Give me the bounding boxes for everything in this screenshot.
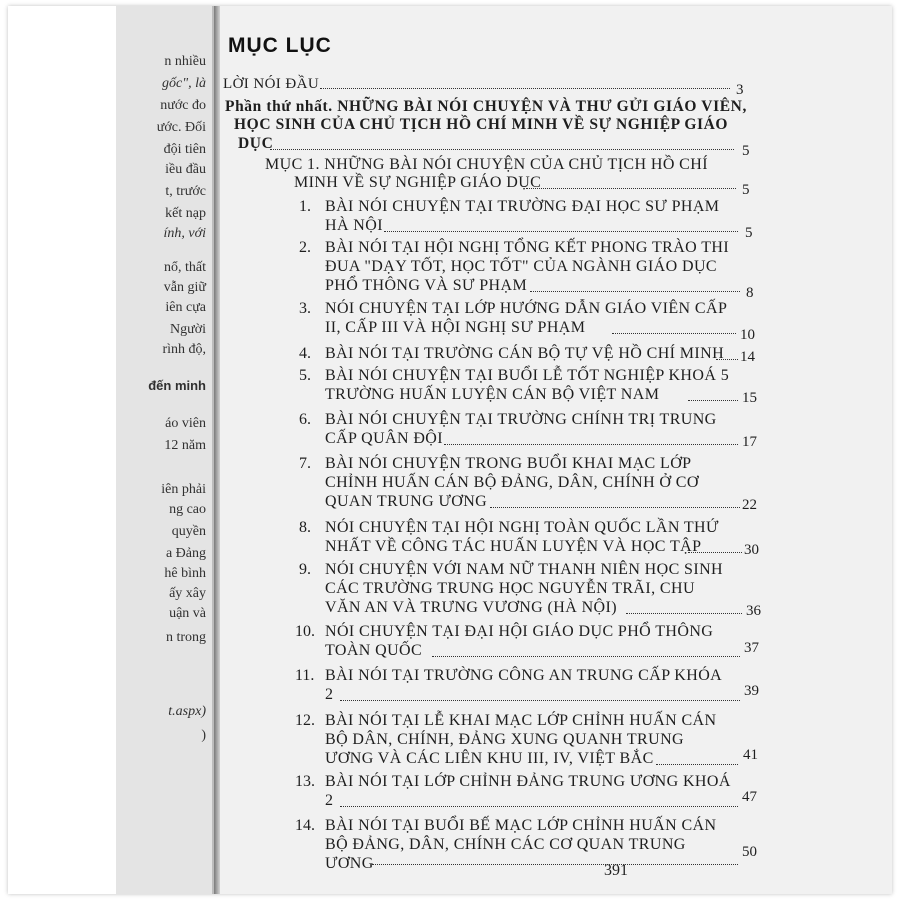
left-page-line: a Đảng <box>165 546 206 561</box>
toc-item-number: 11. <box>295 667 315 684</box>
left-page <box>116 6 214 894</box>
left-page-line: ính, với <box>163 226 206 241</box>
toc-item-line: CẤP QUÂN ĐỘI <box>325 430 443 447</box>
toc-item-line: BÀI NÓI TẠI LỚP CHỈNH ĐẢNG TRUNG ƯƠNG KHOÁ <box>325 773 731 790</box>
left-page-line: n trong <box>165 630 206 645</box>
toc-item-number: 4. <box>299 345 311 362</box>
left-page-line: kết nạp <box>165 206 206 221</box>
toc-item-page: 41 <box>743 747 758 763</box>
left-page-line: iều đầu <box>165 162 206 177</box>
toc-item-line: QUAN TRUNG ƯƠNG <box>325 493 488 510</box>
toc-item-page: 8 <box>746 285 754 301</box>
toc-item-line: II, CẤP III VÀ HỘI NGHỊ SƯ PHẠM <box>325 319 586 336</box>
toc-item-line: BÀI NÓI TẠI BUỔI BẾ MẠC LỚP CHỈNH HUẤN CÁN <box>325 817 717 834</box>
left-page-line: gốc", là <box>162 76 206 91</box>
left-page-line: t, trước <box>165 184 206 199</box>
toc-item-line: BÀI NÓI TẠI TRƯỜNG CÁN BỘ TỰ VỆ HỒ CHÍ MINH <box>325 345 725 362</box>
toc-item-line: BÀI NÓI TẠI HỘI NGHỊ TỔNG KẾT PHONG TRÀO THI <box>325 239 730 256</box>
toc-section-page: 5 <box>742 182 750 198</box>
toc-item-line: NHẤT VỀ CÔNG TÁC HUẤN LUYỆN VÀ HỌC TẬP <box>325 538 702 555</box>
toc-item-line: TOÀN QUỐC <box>325 642 423 659</box>
toc-section-line: MINH VỀ SỰ NGHIỆP GIÁO DỤC <box>294 174 542 191</box>
toc-leader <box>716 359 738 360</box>
toc-item-line: 2 <box>325 686 334 703</box>
left-page-line: nổ, thất <box>164 260 206 275</box>
toc-item-number: 3. <box>299 300 311 317</box>
left-page-line: Người <box>170 322 206 337</box>
toc-item-line: CÁC TRƯỜNG TRUNG HỌC NGUYỄN TRÃI, CHU <box>325 580 695 597</box>
toc-item-page: 5 <box>745 225 753 241</box>
toc-part-line: HỌC SINH CỦA CHỦ TỊCH HỒ CHÍ MINH VỀ SỰ NGHIỆP GIÁO <box>234 116 729 133</box>
toc-leader <box>340 806 738 807</box>
toc-leader <box>626 613 742 614</box>
toc-item-line: TRƯỜNG HUẤN LUYỆN CÁN BỘ VIỆT NAM <box>325 386 660 403</box>
left-page-line: iên cựa <box>165 300 206 315</box>
toc-item-line: ƯƠNG VÀ CÁC LIÊN KHU III, IV, VIỆT BẮC <box>325 750 654 767</box>
left-page-line: quyền <box>171 524 206 539</box>
page-number: 391 <box>604 862 628 879</box>
toc-leader <box>270 149 734 150</box>
toc-leader <box>490 507 740 508</box>
left-page-line: áo viên <box>165 416 206 431</box>
toc-item-line: VĂN AN VÀ TRƯNG VƯƠNG (HÀ NỘI) <box>325 599 617 616</box>
toc-item-page: 36 <box>746 603 761 619</box>
toc-item-number: 9. <box>299 561 311 578</box>
toc-leader <box>688 400 738 401</box>
toc-item-line: BỘ ĐẢNG, DÂN, CHÍNH CÁC CƠ QUAN TRUNG <box>325 836 686 853</box>
toc-leader <box>384 231 738 232</box>
left-page-line: đến minh <box>148 378 206 393</box>
toc-item-number: 7. <box>299 455 311 472</box>
toc-item-line: NÓI CHUYỆN TẠI ĐẠI HỘI GIÁO DỤC PHỔ THÔNG <box>325 623 714 640</box>
toc-item-page: 50 <box>742 844 757 860</box>
toc-item-page: 39 <box>744 683 759 699</box>
toc-item-line: 2 <box>325 792 334 809</box>
toc-item-line: CHỈNH HUẤN CÁN BỘ ĐẢNG, DÂN, CHÍNH Ở CƠ <box>325 474 699 491</box>
left-page-line: hê bình <box>164 566 206 581</box>
toc-item-page: 47 <box>742 789 757 805</box>
toc-item-number: 8. <box>299 519 311 536</box>
toc-preface-label: LỜI NÓI ĐẦU <box>223 76 320 92</box>
toc-item-number: 12. <box>295 712 315 729</box>
toc-item-page: 10 <box>740 327 755 343</box>
toc-section-line: MỤC 1. NHỮNG BÀI NÓI CHUYỆN CỦA CHỦ TỊCH HỒ CHÍ <box>265 156 708 173</box>
left-page-line: vẫn giữ <box>163 280 206 295</box>
toc-leader <box>432 656 740 657</box>
toc-item-page: 14 <box>740 349 755 365</box>
left-page-line: ng cao <box>169 502 206 517</box>
toc-item-line: BÀI NÓI TẠI LỄ KHAI MẠC LỚP CHỈNH HUẤN CÁN <box>325 712 717 729</box>
toc-item-number: 13. <box>295 773 315 790</box>
left-page-line: đội tiên <box>163 142 206 157</box>
toc-item-line: NÓI CHUYỆN TẠI HỘI NGHỊ TOÀN QUỐC LẦN THỨ <box>325 519 719 536</box>
left-page-line: ấy xây <box>169 586 206 601</box>
toc-item-line: BÀI NÓI CHUYỆN TẠI TRƯỜNG CHÍNH TRỊ TRUNG <box>325 411 717 428</box>
toc-item-line: BÀI NÓI TẠI TRƯỜNG CÔNG AN TRUNG CẤP KHÓA <box>325 667 723 684</box>
toc-leader <box>340 700 740 701</box>
toc-item-line: ĐUA "DẠY TỐT, HỌC TỐT" CỦA NGÀNH GIÁO DỤC <box>325 258 717 275</box>
toc-leader <box>444 444 738 445</box>
toc-item-line: ƯƠNG <box>325 855 374 872</box>
left-page-line: uận và <box>169 606 206 621</box>
left-page-line: iên phải <box>161 482 206 497</box>
toc-leader <box>656 764 738 765</box>
toc-leader <box>688 552 742 553</box>
left-page-line: ) <box>201 728 206 743</box>
toc-leader <box>372 864 738 865</box>
toc-item-line: BÀI NÓI CHUYỆN TRONG BUỔI KHAI MẠC LỚP <box>325 455 692 472</box>
left-page-line: nước đo <box>160 98 206 113</box>
toc-item-line: NÓI CHUYỆN TẠI LỚP HƯỚNG DẪN GIÁO VIÊN CẤP <box>325 300 728 317</box>
toc-item-page: 17 <box>742 434 757 450</box>
toc-item-page: 30 <box>744 542 759 558</box>
toc-item-line: PHỔ THÔNG VÀ SƯ PHẠM <box>325 277 528 294</box>
toc-part-page: 5 <box>742 143 750 159</box>
toc-leader <box>612 333 736 334</box>
toc-item-number: 10. <box>295 623 315 640</box>
toc-part-line: DỤC <box>238 135 274 152</box>
toc-title: MỤC LỤC <box>228 34 332 57</box>
toc-item-number: 1. <box>299 198 311 215</box>
toc-preface-page: 3 <box>736 82 744 98</box>
toc-part-line: Phần thứ nhất. NHỮNG BÀI NÓI CHUYỆN VÀ THƯ GỬI GIÁO VIÊN, <box>225 98 747 115</box>
toc-item-page: 22 <box>742 497 757 513</box>
toc-leader <box>526 188 736 189</box>
toc-item-line: BÀI NÓI CHUYỆN TẠI TRƯỜNG ĐẠI HỌC SƯ PHẠM <box>325 198 720 215</box>
left-page-line: ước. Đối <box>156 120 206 135</box>
toc-item-line: BỘ DÂN, CHÍNH, ĐẢNG XUNG QUANH TRUNG <box>325 731 684 748</box>
toc-item-line: HÀ NỘI <box>325 217 383 234</box>
left-page-line: rình độ, <box>162 342 206 357</box>
toc-item-line: BÀI NÓI CHUYỆN TẠI BUỔI LỄ TỐT NGHIỆP KHOÁ 5 <box>325 367 730 384</box>
toc-leader <box>530 291 740 292</box>
toc-item-line: NÓI CHUYỆN VỚI NAM NỮ THANH NIÊN HỌC SINH <box>325 561 723 578</box>
book-photo <box>8 6 892 894</box>
toc-item-number: 6. <box>299 411 311 428</box>
left-page-line: n nhiều <box>164 54 206 69</box>
toc-item-number: 14. <box>295 817 315 834</box>
left-page-line: 12 năm <box>164 438 206 453</box>
toc-leader <box>320 88 730 89</box>
toc-item-page: 37 <box>744 640 759 656</box>
toc-item-page: 15 <box>742 390 757 406</box>
left-page-line: t.aspx) <box>168 704 206 719</box>
toc-item-number: 5. <box>299 367 311 384</box>
toc-item-number: 2. <box>299 239 311 256</box>
